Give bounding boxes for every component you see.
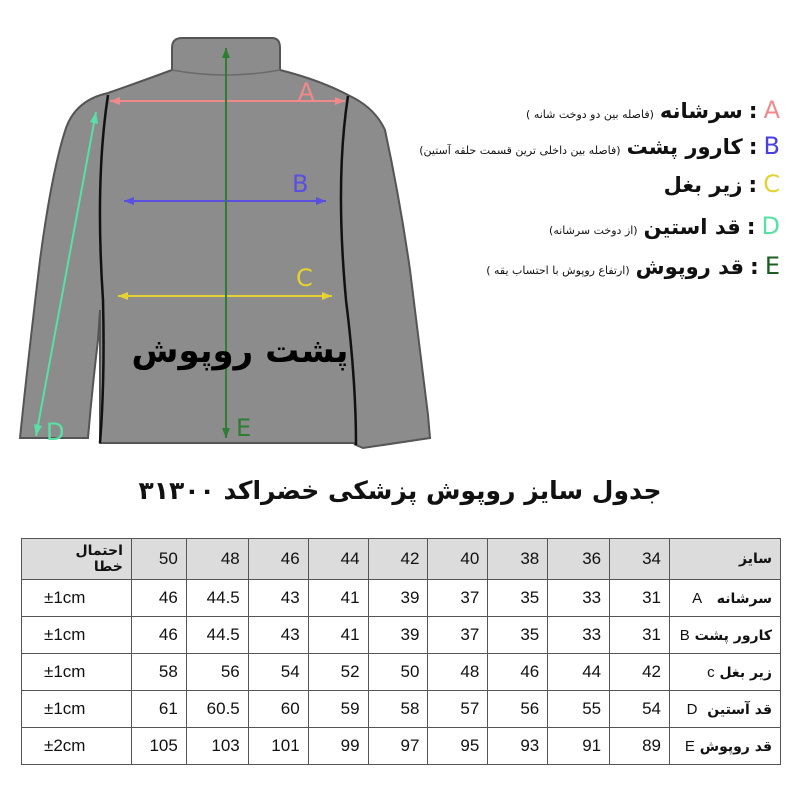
row-label-name: قد آستین [707, 701, 772, 718]
error-cell: ±2cm [22, 728, 132, 765]
legend-letter-a: A [763, 96, 780, 124]
row-label [670, 580, 781, 617]
table-cell: 37 [428, 580, 488, 617]
row-label-code: B [679, 626, 690, 644]
table-cell: 44.5 [186, 617, 248, 654]
legend-colon: : [748, 173, 758, 198]
table-cell: 35 [488, 580, 548, 617]
table-cell: 57 [428, 691, 488, 728]
row-label-name: سرشانه [716, 590, 772, 607]
row-label-name: کارور پشت [694, 627, 772, 644]
table-cell: 35 [488, 617, 548, 654]
size-header: 44 [308, 539, 368, 580]
legend-row-a [360, 96, 780, 124]
legend-colon: : [746, 215, 756, 240]
size-header: 46 [248, 539, 308, 580]
table-cell: 39 [368, 580, 428, 617]
table-row [22, 654, 781, 691]
table-cell: 41 [308, 580, 368, 617]
row-label [670, 617, 781, 654]
table-cell: 60.5 [186, 691, 248, 728]
size-header: 36 [548, 539, 610, 580]
size-label-header: سایز [670, 539, 781, 580]
size-header: 50 [131, 539, 186, 580]
error-header: احتمال خطا [22, 539, 132, 580]
legend-colon: : [748, 135, 758, 160]
table-row [22, 691, 781, 728]
size-header: 34 [610, 539, 670, 580]
legend-letter-d: D [761, 212, 780, 240]
table-cell: 59 [308, 691, 368, 728]
size-header: 40 [428, 539, 488, 580]
row-label-name: قد روپوش [699, 738, 772, 755]
table-cell: 31 [610, 617, 670, 654]
table-cell: 33 [548, 580, 610, 617]
table-header-row [22, 539, 781, 580]
table-cell: 101 [248, 728, 308, 765]
table-cell: 60 [248, 691, 308, 728]
table-cell: 99 [308, 728, 368, 765]
legend-name-a: سرشانه [659, 99, 743, 123]
table-cell: 105 [131, 728, 186, 765]
row-label-code: D [686, 700, 698, 718]
row-label-code: c [707, 663, 715, 681]
row-label-name: زیر بغل [719, 664, 772, 681]
marker-d-label: D [46, 418, 65, 446]
table-cell: 46 [131, 580, 186, 617]
marker-a-label: A [298, 78, 315, 106]
size-header: 42 [368, 539, 428, 580]
table-cell: 55 [548, 691, 610, 728]
table-cell: 43 [248, 580, 308, 617]
legend-note-d: (از دوخت سرشانه) [549, 224, 638, 237]
table-cell: 42 [610, 654, 670, 691]
size-header: 48 [186, 539, 248, 580]
table-cell: 41 [308, 617, 368, 654]
table-cell: 54 [248, 654, 308, 691]
table-cell: 33 [548, 617, 610, 654]
table-cell: 56 [186, 654, 248, 691]
legend-letter-c: C [763, 170, 780, 198]
row-label-code: A [692, 589, 703, 607]
table-row [22, 728, 781, 765]
table-cell: 89 [610, 728, 670, 765]
size-table-title [0, 476, 800, 505]
legend-letter-e: E [764, 252, 780, 280]
table-row [22, 580, 781, 617]
legend-colon: : [748, 99, 758, 124]
table-cell: 58 [131, 654, 186, 691]
size-table-title-main: جدول سایز روپوش پزشکی خضرا [252, 476, 662, 505]
table-cell: 54 [610, 691, 670, 728]
table-cell: 95 [428, 728, 488, 765]
table-cell: 50 [368, 654, 428, 691]
table-cell: 61 [131, 691, 186, 728]
error-cell: ±1cm [22, 691, 132, 728]
table-cell: 37 [428, 617, 488, 654]
legend-name-c: زیر بغل [663, 173, 743, 197]
table-cell: 44 [548, 654, 610, 691]
legend-name-e: قد روپوش [635, 255, 745, 279]
marker-c-label: C [296, 264, 313, 292]
table-cell: 48 [428, 654, 488, 691]
table-cell: 58 [368, 691, 428, 728]
row-label [670, 691, 781, 728]
error-cell: ±1cm [22, 580, 132, 617]
legend-colon: : [750, 255, 759, 280]
row-label [670, 654, 781, 691]
table-cell: 93 [488, 728, 548, 765]
error-cell: ±1cm [22, 654, 132, 691]
legend-row-e [360, 252, 780, 280]
legend-note-b: (فاصله بین داخلی ترین قسمت حلقه آستین) [419, 144, 621, 157]
legend-row-c [360, 170, 780, 198]
marker-e-label: E [236, 414, 252, 442]
legend-row-d [360, 212, 780, 240]
size-table [21, 538, 781, 765]
table-cell: 97 [368, 728, 428, 765]
marker-b-label: B [292, 170, 309, 198]
table-cell: 56 [488, 691, 548, 728]
legend-name-b: کارور پشت [626, 135, 743, 159]
size-table-title-code: کد ۳۱۳۰۰ [138, 476, 253, 505]
legend-row-b [360, 132, 780, 160]
table-cell: 31 [610, 580, 670, 617]
legend-name-d: قد استین [643, 215, 741, 239]
size-header: 38 [488, 539, 548, 580]
error-cell: ±1cm [22, 617, 132, 654]
table-cell: 52 [308, 654, 368, 691]
table-cell: 91 [548, 728, 610, 765]
table-row [22, 617, 781, 654]
table-cell: 44.5 [186, 580, 248, 617]
table-cell: 46 [131, 617, 186, 654]
row-label-code: E [684, 737, 695, 755]
table-cell: 103 [186, 728, 248, 765]
row-label [670, 728, 781, 765]
legend-letter-b: B [763, 132, 780, 160]
legend-note-a: (فاصله بین دو دوخت شانه ) [526, 108, 654, 121]
back-label: پشت روپوش [131, 331, 349, 371]
table-cell: 39 [368, 617, 428, 654]
table-cell: 43 [248, 617, 308, 654]
table-cell: 46 [488, 654, 548, 691]
legend-note-e: (ارتفاع روپوش با احتساب یقه ) [486, 264, 630, 277]
